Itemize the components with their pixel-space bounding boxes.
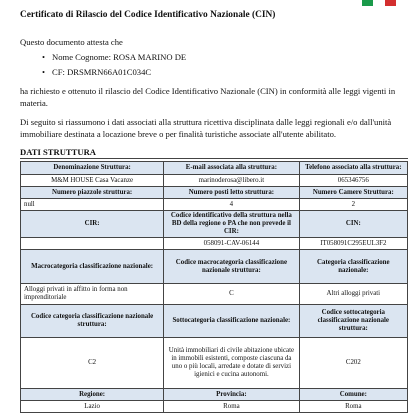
table-row [21, 162, 408, 175]
provincia-value: Roma [164, 401, 299, 413]
email-value: marinoderosa@libero.it [164, 175, 299, 187]
holder-details-list [42, 50, 408, 80]
cin-header: CIN: [299, 211, 407, 238]
summary-paragraph: Di seguito si riassumono i dati associati alla struttura ricettiva disciplinata dalle leggi regionali e/o dall'unità immobiliare destinata a locazione breve o per finalità turistiche associate all'utente abilitato. [20, 117, 392, 139]
table-row [21, 305, 408, 338]
sottocategoria-header: Sottocategoria classificazione nazionale: [164, 305, 299, 338]
codice-sottocategoria-value: C202 [299, 338, 407, 389]
table-row [21, 338, 408, 389]
comune-value: Roma [299, 401, 407, 413]
macrocategoria-header: Macrocategoria classificazione nazionale: [21, 250, 164, 284]
piazzole-value: null [21, 199, 164, 211]
holder-name-value: ROSA MARINO DE [113, 52, 187, 62]
table-row [21, 401, 408, 413]
telefono-value: 065346756 [299, 175, 407, 187]
email-header: E-mail associata alla struttura: [164, 162, 299, 175]
macrocategoria-value: Alloggi privati in affitto in forma non imprenditoriale [21, 284, 164, 305]
codice-categoria-header: Codice categoria classificazione nazionale struttura: [21, 305, 164, 338]
holder-cf-label: CF: [52, 67, 65, 77]
codice-macrocategoria-header: Codice macrocategoria classificazione nazionale struttura: [164, 250, 299, 284]
holder-cf-item [42, 65, 408, 80]
table-row [21, 175, 408, 187]
table-row [21, 389, 408, 401]
section-title: DATI STRUTTURA [20, 147, 408, 159]
camere-header: Numero Camere Struttura: [299, 187, 407, 199]
codice-macrocategoria-value: C [164, 284, 299, 305]
cin-value: IT058091C295EUL3F2 [299, 238, 407, 250]
camere-value: 2 [299, 199, 407, 211]
intro-text: Questo documento attesta che [20, 37, 123, 47]
denominazione-value: M&M HOUSE Casa Vacanze [21, 175, 164, 187]
regione-header: Regione: [21, 389, 164, 401]
telefono-header: Telefono associato alla struttura: [299, 162, 407, 175]
categoria-value: Altri alloggi privati [299, 284, 407, 305]
table-row [21, 238, 408, 250]
posti-letto-header: Numero posti letto struttura: [164, 187, 299, 199]
codice-sottocategoria-header: Codice sottocategoria classificazione nazionale struttura: [299, 305, 407, 338]
piazzole-header: Numero piazzole struttura: [21, 187, 164, 199]
posti-letto-value: 4 [164, 199, 299, 211]
comune-header: Comune: [299, 389, 407, 401]
holder-name-label: Nome Cognome: [52, 52, 111, 62]
provincia-header: Provincia: [164, 389, 299, 401]
table-row [21, 187, 408, 199]
sottocategoria-value: Unità immobiliari di civile abitazione ubicate in immobili esistenti, composte ciascuna da uno o più locali, arredate e dotate di servizi igienici e cucina autonomi. [164, 338, 299, 389]
table-row [21, 211, 408, 238]
certificate-title: Certificato di Rilascio del Codice Identificativo Nazionale (CIN) [20, 10, 276, 20]
cir-value [21, 238, 164, 250]
holder-cf-value: DRSMRN66A01C034C [67, 67, 152, 77]
holder-name-item [42, 50, 408, 65]
certificate-document [20, 4, 408, 413]
table-row [21, 250, 408, 284]
cir-header: CIR: [21, 211, 164, 238]
request-paragraph: ha richiesto e ottenuto il rilascio del Codice Identificativo Nazionale (CIN) in conformità alle leggi vigenti in materia. [20, 86, 396, 108]
codice-bd-value: 058091-CAV-06144 [164, 238, 299, 250]
categoria-header: Categoria classificazione nazionale: [299, 250, 407, 284]
denominazione-header: Denominazione Struttura: [21, 162, 164, 175]
table-row [21, 199, 408, 211]
codice-bd-header: Codice identificativo della struttura nella BD della regione o PA che non prevede il CIR: [164, 211, 299, 238]
codice-categoria-value: C2 [21, 338, 164, 389]
table-row [21, 284, 408, 305]
regione-value: Lazio [21, 401, 164, 413]
structure-data-table [20, 161, 408, 413]
